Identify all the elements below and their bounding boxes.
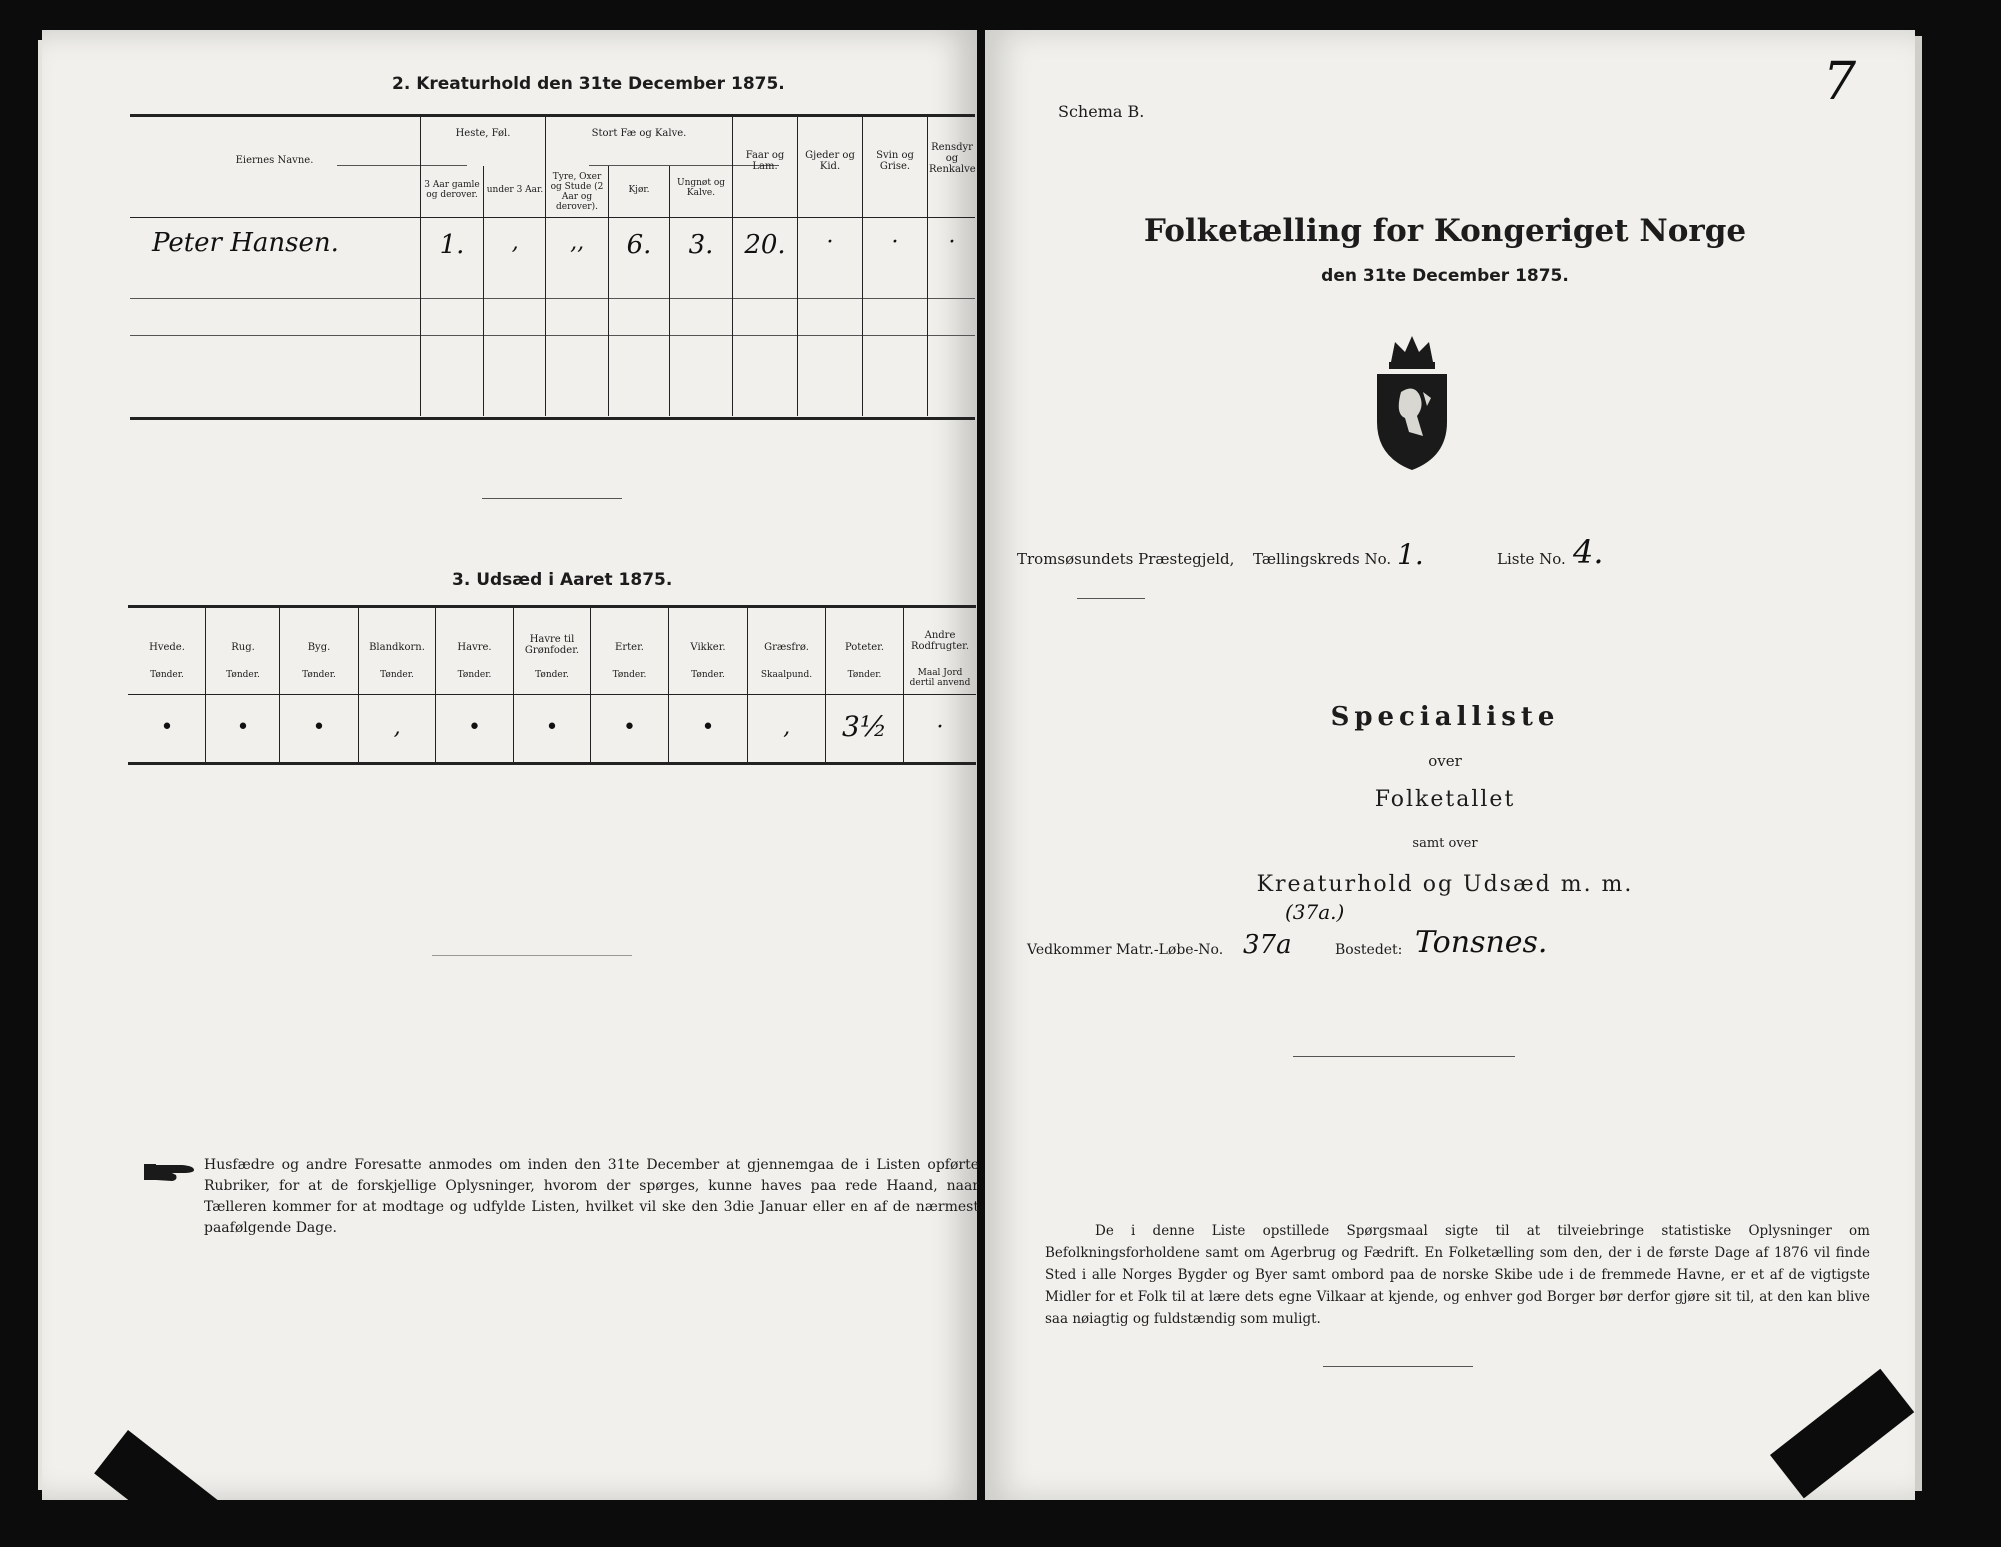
udsaed-col-havre: Havre. [457,642,492,653]
right-page [985,30,1915,1500]
footer-paragraph: De i denne Liste opstillede Spørgsmaal sigte til at tilveiebringe statistiske Oplysninger om Befolkningsforholdene samt om Agerbrug og Fædrift. En Folketælling som den, der i de første Dage af 1876 vil finde Sted i alle Norges Bygder og Byer samt ombord paa de norske Skibe ude i de fremmede Havne, er et af de vigtigste Midler for et Folk til at lære dets egne Vilkaar at kjende, og enhver god Borger bør derfor gjøre sit til, at den kan blive saa nøiagtig og fuldstændig som muligt. [1045,1223,1870,1327]
table2-col-divider [608,166,609,416]
col-header-rensdyr: Rensdyr og Renkalve [929,142,976,175]
samt-over-label: samt over [1412,836,1478,851]
norway-coat-of-arms [1373,332,1451,476]
udsaed-col-rug: Rug. [231,642,255,653]
table2-col-divider [862,116,863,416]
prestegjeld-label: Tromsøsundets Præstegjeld, [1017,550,1235,568]
unit-label: Tønder. [457,670,492,680]
udsaed-value-vikker: • [701,715,715,740]
col-header-svin: Svin og Grise. [876,150,914,172]
udsaed-value-poteter: 3½ [842,710,887,743]
unit-label: Tønder. [380,670,414,680]
cell-gjeder: · [826,230,834,255]
udsaed-value-blandkorn: ‚ [393,715,401,740]
udsaed-value-andre: · [936,715,944,740]
udsaed-col-erter: Erter. [615,642,644,653]
cell-ungnot: 3. [688,230,714,260]
col-header-owner: Eiernes Navne. [235,155,314,166]
folketallet-label: Folketallet [1374,787,1516,812]
cell-rensdyr: · [948,230,956,255]
udsaed-value-erter: • [623,715,636,740]
table2-col-divider [927,116,928,416]
left-page [42,30,977,1500]
col-header-heste-3aar: 3 Aar gamle og derover. [424,180,480,200]
separator-rule [1293,1056,1515,1057]
table2-header-rule [130,217,975,218]
section3-heading: 3. Udsæd i Aaret 1875. [452,570,673,590]
table3-col-divider [358,607,359,762]
udsaed-value-graesfro: ‚ [783,715,790,740]
table3-col-divider [435,607,436,762]
table2-row-rule [130,298,975,299]
table3-col-divider [903,607,904,762]
col-header-faar: Faar og Lam. [745,150,785,172]
table2-row-rule [130,335,975,336]
table2-top-rule [130,114,975,117]
table3-col-divider [205,607,206,762]
matr-label: Vedkommer Matr.-Løbe-No. [1027,942,1224,958]
cell-heste-under3: ‚ [511,230,519,255]
matr-number: 37a [1243,930,1292,960]
unit-label: Tønder. [691,670,725,680]
title-date: den 31te December 1875. [1321,266,1569,286]
udsaed-value-byg: • [312,715,326,740]
table3-bottom-rule [128,762,976,765]
table2-col-divider [420,116,421,416]
table2-col-divider [483,166,484,416]
table3-col-divider [747,607,748,762]
unit-label-skaalpund: Skaalpund. [760,670,813,680]
table3-col-divider [279,607,280,762]
specialliste-heading: Specialliste [1330,702,1560,732]
bosted-value: Tonsnes. [1415,925,1548,960]
table3-col-divider [668,607,669,762]
col-header-stort: Stort Fæ og Kalve. [591,128,687,139]
table3-header-rule [128,694,976,695]
udsaed-col-blandkorn: Blandkorn. [369,642,425,653]
main-title: Folketælling for Kongeriget Norge [1143,213,1747,249]
unit-label: Tønder. [847,670,882,680]
cell-faar: 20. [744,230,786,260]
udsaed-col-byg: Byg. [307,642,331,653]
table2-col-divider [732,116,733,416]
short-rule [1077,598,1145,599]
table3-col-divider [825,607,826,762]
udsaed-col-hvede: Hvede. [149,642,185,653]
udsaed-value-havre-gronfoder: • [545,715,559,740]
col-header-heste: Heste, Føl. [455,128,511,139]
kreds-label: Tællingskreds No. [1253,550,1392,568]
table3-col-divider [590,607,591,762]
col-header-heste-under3: under 3 Aar. [486,185,544,195]
udsaed-value-hvede: • [160,715,174,740]
cell-tyre: ‚‚ [570,230,584,255]
section-separator [482,498,622,499]
over-label: over [1428,752,1462,770]
table2-col-divider [545,116,546,416]
table2-bottom-rule [130,417,975,420]
bosted-label: Bostedet: [1335,942,1403,958]
kreds-number: 1. [1397,538,1424,571]
kreatur-heading: Kreaturhold og Udsæd m. m. [1256,872,1634,897]
udsaed-col-graesfro: Græsfrø. [764,642,809,653]
table2-col-divider [669,166,670,416]
liste-label: Liste No. [1497,550,1566,568]
table3-col-divider [513,607,514,762]
udsaed-value-rug: • [236,715,250,740]
col-header-tyre: Tyre, Oxer og Stude (2 Aar og derover). [550,172,604,212]
unit-label: Tønder. [302,670,336,680]
col-header-kjor: Kjør. [628,185,650,195]
udsaed-col-poteter: Poteter. [844,642,885,653]
cell-svin: · [891,230,899,255]
col-header-gjeder: Gjeder og Kid. [805,150,855,172]
section2-heading: 2. Kreaturhold den 31te December 1875. [392,74,785,94]
liste-number: 4. [1573,533,1604,571]
udsaed-value-havre: • [468,715,481,740]
table2-col-divider [797,116,798,416]
closing-rule [1323,1366,1473,1367]
unit-label: Tønder. [226,670,260,680]
unit-label: Tønder. [535,670,569,680]
unit-label: Tønder. [150,670,184,680]
udsaed-col-vikker: Vikker. [690,642,726,653]
cell-heste-3aar: 1. [439,230,465,260]
table3-top-rule [128,605,976,608]
notice-text: Husfædre og andre Foresatte anmodes om inden den 31te December at gjennemgaa de i Listen opførte Rubriker, for at de forskjellige Oplysninger, hvorom der spørges, kunne haves paa rede Haand, naar Tælleren kommer for at modtage og udfylde Listen, hvilket vil ske den 3die Januar eller en af de nærmest paafølgende Dage. [204,1157,979,1236]
folio-number: 7 [1823,52,1857,112]
cell-kjor: 6. [626,230,652,260]
schema-label: Schema B. [1058,102,1145,121]
unit-label: Tønder. [612,670,647,680]
matr-note: (37a.) [1285,900,1345,924]
col-header-ungnot: Ungnøt og Kalve. [676,178,725,198]
owner-name: Peter Hansen. [152,228,339,258]
unit-label-maal: Maal Jord dertil anvend [909,668,971,688]
faint-rule [432,955,632,956]
pointing-hand-icon [142,1158,198,1188]
udsaed-col-havre-gronfoder: Havre til Grønfoder. [524,634,580,656]
udsaed-col-andre: Andre Rodfrugter. [910,630,970,652]
